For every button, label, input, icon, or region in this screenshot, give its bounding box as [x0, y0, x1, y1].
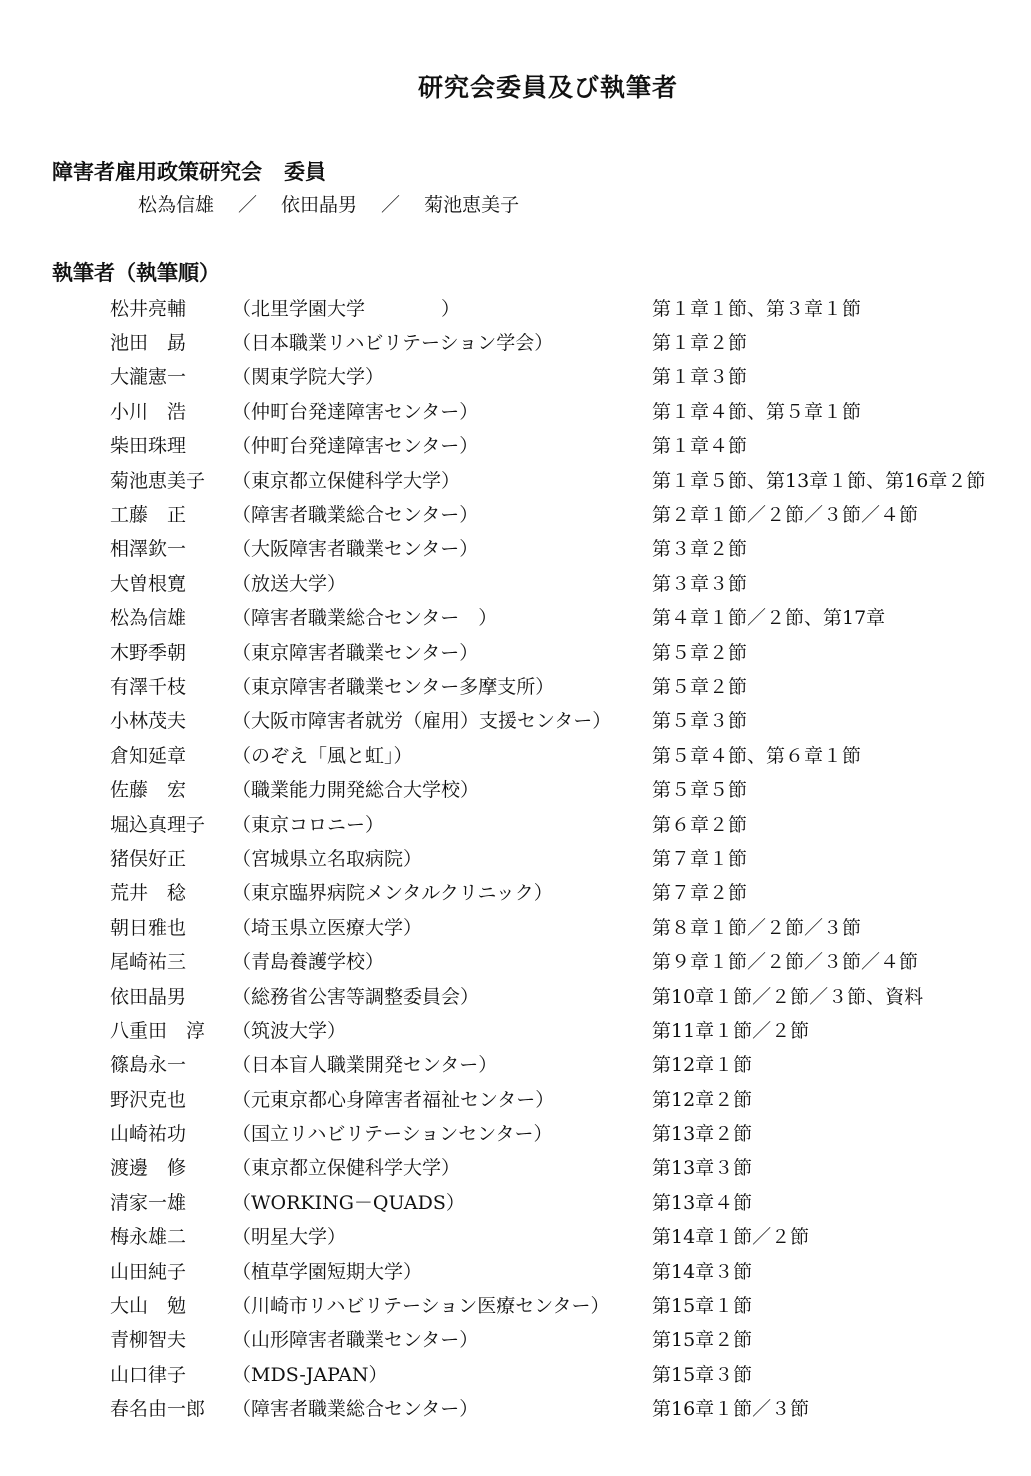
author-name: 清家一雄: [110, 1191, 187, 1214]
author-row: [110, 978, 1025, 1012]
author-row: [110, 909, 1025, 943]
author-chapters: 第７章１節: [652, 847, 748, 870]
author-name: 菊池恵美子: [110, 469, 206, 492]
author-chapters: 第11章１節／２節: [652, 1019, 810, 1042]
author-affiliation: （青島養護学校）: [232, 951, 385, 974]
author-chapters: 第７章２節: [652, 882, 748, 905]
author-affiliation: （職業能力開発総合大学校）: [232, 779, 480, 802]
author-chapters: 第５章５節: [652, 779, 748, 802]
author-row: [110, 324, 1025, 358]
committee-member: 依田晶男: [281, 194, 358, 216]
author-chapters: 第１章１節、第３章１節: [652, 297, 862, 320]
author-name: 野沢克也: [110, 1088, 187, 1111]
author-row: [110, 600, 1025, 634]
author-chapters: 第15章１節: [652, 1295, 753, 1318]
author-affiliation: （大阪障害者職業センター）: [232, 538, 479, 561]
author-affiliation: （東京コロニー）: [232, 813, 385, 836]
author-chapters: 第９章１節／２節／３節／４節: [652, 951, 919, 974]
author-affiliation: （明星大学）: [232, 1226, 347, 1249]
author-affiliation: （川崎市リハビリテーション医療センター）: [232, 1295, 610, 1318]
author-row: [110, 703, 1025, 737]
committee-heading-suffix: 委員: [284, 160, 326, 184]
author-row: [110, 1356, 1025, 1390]
author-name: 依田晶男: [110, 985, 187, 1008]
author-row: [110, 496, 1025, 530]
author-affiliation: （仲町台発達障害センター）: [232, 400, 479, 423]
author-chapters: 第13章２節: [652, 1123, 753, 1146]
author-chapters: 第３章２節: [652, 538, 748, 561]
author-affiliation: （MDS-JAPAN）: [232, 1363, 388, 1386]
author-row: [110, 771, 1025, 805]
author-chapters: 第３章３節: [652, 572, 748, 595]
author-row: [110, 1047, 1025, 1081]
author-chapters: 第10章１節／２節／３節、資料: [652, 985, 924, 1008]
author-chapters: 第５章２節: [652, 641, 748, 664]
author-name: 小川 浩: [110, 400, 187, 423]
author-chapters: 第１章５節、第13章１節、第16章２節: [652, 469, 986, 492]
author-affiliation: （総務省公害等調整委員会）: [232, 985, 480, 1008]
author-chapters: 第13章４節: [652, 1191, 753, 1214]
author-row: [110, 806, 1025, 840]
author-chapters: 第８章１節／２節／３節: [652, 916, 862, 939]
author-affiliation: （障害者職業総合センター ）: [232, 607, 498, 630]
author-chapters: 第12章１節: [652, 1054, 753, 1077]
author-row: [110, 1219, 1025, 1253]
author-affiliation: （関東学院大学）: [232, 366, 385, 389]
author-name: 猪俣好正: [110, 847, 187, 870]
author-affiliation: （大阪市障害者就労（雇用）支援センター）: [232, 710, 612, 733]
page-title: 研究会委員及び執筆者: [417, 73, 678, 102]
author-name: 篠島永一: [110, 1054, 187, 1077]
author-name: 朝日雅也: [110, 916, 187, 939]
author-name: 渡邊 修: [110, 1157, 187, 1180]
author-name: 工藤 正: [110, 504, 187, 527]
author-row: [110, 875, 1025, 909]
committee-member: 松為信雄: [138, 194, 215, 216]
author-affiliation: （日本盲人職業開発センター）: [232, 1054, 498, 1077]
author-chapters: 第12章２節: [652, 1088, 753, 1111]
author-row: [110, 428, 1025, 462]
author-row: [110, 634, 1025, 668]
author-name: 倉知延章: [110, 744, 187, 767]
author-affiliation: （北里学園大学 ）: [232, 297, 461, 320]
author-row: [110, 1287, 1025, 1321]
author-affiliation: （国立リハビリテーションセンター）: [232, 1123, 553, 1146]
author-name: 木野季朝: [110, 641, 187, 664]
author-chapters: 第14章１節／２節: [652, 1226, 810, 1249]
author-affiliation: （日本職業リハビリテーション学会）: [232, 332, 554, 355]
author-name: 堀込真理子: [110, 813, 206, 836]
author-name: 小林茂夫: [110, 710, 187, 733]
author-affiliation: （仲町台発達障害センター）: [232, 435, 479, 458]
author-row: [110, 1115, 1025, 1149]
author-affiliation: （元東京都心身障害者福祉センター）: [232, 1088, 555, 1111]
author-chapters: 第１章４節、第５章１節: [652, 400, 862, 423]
author-row: [110, 531, 1025, 565]
author-row: [110, 565, 1025, 599]
member-separator: ／: [381, 194, 401, 216]
author-name: 松為信雄: [110, 607, 187, 630]
author-affiliation: （東京障害者職業センター多摩支所）: [232, 675, 555, 698]
author-name: 有澤千枝: [110, 675, 187, 698]
author-affiliation: （東京臨界病院メンタルクリニック）: [232, 882, 553, 905]
author-name: 大曽根寛: [110, 572, 187, 595]
author-affiliation: （埼玉県立医療大学）: [232, 916, 423, 939]
author-name: 青柳智夫: [110, 1329, 187, 1352]
author-affiliation: （障害者職業総合センター）: [232, 504, 479, 527]
author-chapters: 第16章１節／３節: [652, 1398, 810, 1421]
author-name: 荒井 稔: [110, 882, 187, 905]
author-chapters: 第１章２節: [652, 332, 748, 355]
author-row: [110, 1253, 1025, 1287]
committee-heading-text: 障害者雇用政策研究会: [52, 160, 262, 184]
author-row: [110, 1322, 1025, 1356]
author-row: [110, 943, 1025, 977]
author-name: 八重田 淳: [110, 1019, 206, 1042]
author-name: 山田純子: [110, 1260, 187, 1283]
author-name: 春名由一郎: [110, 1398, 206, 1421]
author-chapters: 第５章４節、第６章１節: [652, 744, 862, 767]
author-chapters: 第14章３節: [652, 1260, 753, 1283]
author-affiliation: （WORKING－QUADS）: [232, 1191, 465, 1214]
author-affiliation: （のぞえ「風と虹」）: [232, 744, 413, 767]
author-chapters: 第15章２節: [652, 1329, 753, 1352]
author-name: 池田 勗: [110, 332, 187, 355]
author-chapters: 第６章２節: [652, 813, 748, 836]
author-row: [110, 1081, 1025, 1115]
author-name: 松井亮輔: [110, 297, 187, 320]
author-affiliation: （東京都立保健科学大学）: [232, 1157, 461, 1180]
member-separator: ／: [238, 194, 258, 216]
author-name: 山崎祐功: [110, 1123, 187, 1146]
author-name: 山口律子: [110, 1363, 187, 1386]
author-name: 尾崎祐三: [110, 951, 187, 974]
committee-heading: [52, 156, 326, 186]
author-affiliation: （植草学園短期大学）: [232, 1260, 423, 1283]
author-affiliation: （筑波大学）: [232, 1019, 347, 1042]
author-chapters: 第５章３節: [652, 710, 748, 733]
author-chapters: 第１章３節: [652, 366, 748, 389]
author-name: 相澤欽一: [110, 538, 187, 561]
committee-member: 菊池恵美子: [424, 194, 520, 216]
author-affiliation: （放送大学）: [232, 572, 347, 595]
author-row: [110, 1012, 1025, 1046]
author-name: 大山 勉: [110, 1295, 187, 1318]
authors-list: [110, 290, 1025, 1425]
author-row: [110, 462, 1025, 496]
author-row: [110, 1184, 1025, 1218]
author-row: [110, 1391, 1025, 1425]
author-name: 梅永雄二: [110, 1226, 187, 1249]
author-chapters: 第13章３節: [652, 1157, 753, 1180]
author-row: [110, 737, 1025, 771]
author-row: [110, 668, 1025, 702]
author-row: [110, 359, 1025, 393]
author-affiliation: （山形障害者職業センター）: [232, 1329, 479, 1352]
author-affiliation: （東京都立保健科学大学）: [232, 469, 461, 492]
author-affiliation: （宮城県立名取病院）: [232, 847, 423, 870]
author-name: 佐藤 宏: [110, 779, 187, 802]
author-chapters: 第15章３節: [652, 1363, 753, 1386]
author-chapters: 第１章４節: [652, 435, 748, 458]
author-affiliation: （東京障害者職業センター）: [232, 641, 479, 664]
author-row: [110, 393, 1025, 427]
author-row: [110, 290, 1025, 324]
author-chapters: 第４章１節／２節、第17章: [652, 607, 886, 630]
author-name: 柴田珠理: [110, 435, 187, 458]
author-affiliation: （障害者職業総合センター）: [232, 1398, 479, 1421]
author-chapters: 第２章１節／２節／３節／４節: [652, 504, 919, 527]
author-row: [110, 1150, 1025, 1184]
author-chapters: 第５章２節: [652, 675, 748, 698]
author-name: 大瀧憲一: [110, 366, 187, 389]
author-row: [110, 840, 1025, 874]
authors-heading: 執筆者（執筆順）: [52, 261, 220, 285]
committee-members: [138, 190, 519, 217]
